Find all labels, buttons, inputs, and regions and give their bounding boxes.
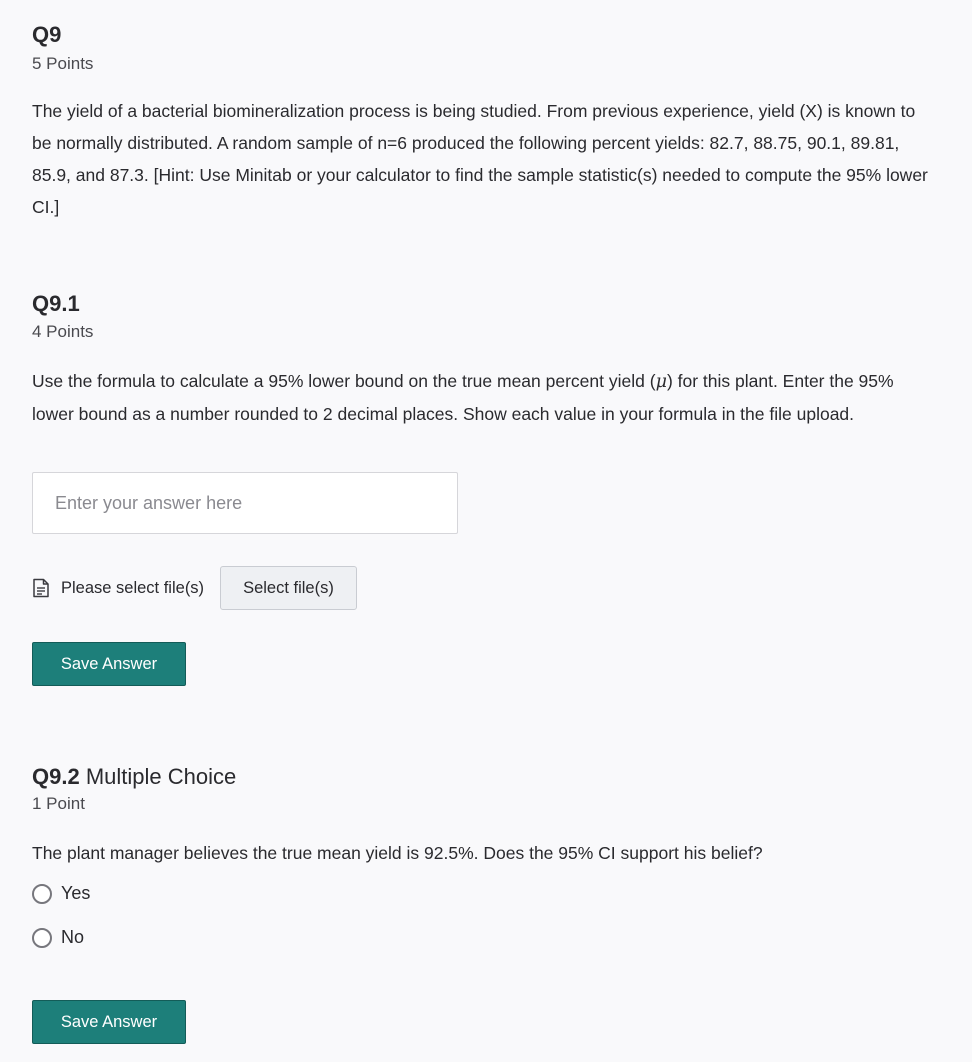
q92-points: 1 Point bbox=[32, 794, 85, 813]
q9-title-text: Q9 bbox=[32, 22, 62, 47]
option-no[interactable] bbox=[32, 927, 84, 948]
option-no-label: No bbox=[61, 927, 85, 947]
q91-prompt bbox=[32, 365, 932, 430]
radio-yes[interactable] bbox=[32, 884, 52, 904]
radio-no[interactable] bbox=[32, 928, 52, 948]
q9-title bbox=[32, 22, 61, 48]
document-icon bbox=[32, 578, 50, 598]
q91-points: 4 Points bbox=[32, 322, 94, 341]
q91-prompt-part2: ) for this plant. Enter the 95% lower bound as a number rounded to 2 decimal places. Show each value in your formula in the file upload. bbox=[32, 371, 894, 424]
q92-title bbox=[32, 764, 236, 790]
q92-subtitle: Multiple Choice bbox=[85, 764, 237, 789]
q92-prompt: The plant manager believes the true mean yield is 92.5%. Does the 95% CI support his belief? bbox=[32, 843, 763, 863]
q91-title bbox=[32, 291, 80, 317]
q9-points: 5 Points bbox=[32, 54, 94, 73]
file-label: Please select file(s) bbox=[61, 578, 205, 597]
q92-title-text: Q9.2 bbox=[32, 764, 80, 789]
save-answer-button-q92[interactable]: Save Answer bbox=[32, 1000, 186, 1044]
q91-title-text: Q9.1 bbox=[32, 291, 80, 316]
mu-symbol: μ bbox=[655, 372, 667, 392]
option-yes[interactable] bbox=[32, 883, 90, 904]
save-answer-button-q91[interactable]: Save Answer bbox=[32, 642, 186, 686]
option-yes-label: Yes bbox=[61, 883, 91, 903]
select-files-button[interactable]: Select file(s) bbox=[220, 566, 357, 610]
answer-input[interactable] bbox=[32, 472, 458, 534]
q91-prompt-part1: Use the formula to calculate a 95% lower bound on the true mean percent yield ( bbox=[32, 371, 656, 391]
q9-prompt: The yield of a bacterial biomineralization process is being studied. From previous experience, yield (X) is known to be normally distributed. A random sample of n=6 produced the following percent yields: 82.7, 88.75, 90.1, 89.81, 85.9, and 87.3. [Hint: Use Minitab or your calculator to find the sample statistic(s) needed to compute the 95% lower CI.] bbox=[32, 101, 928, 217]
file-upload-row bbox=[32, 566, 357, 610]
